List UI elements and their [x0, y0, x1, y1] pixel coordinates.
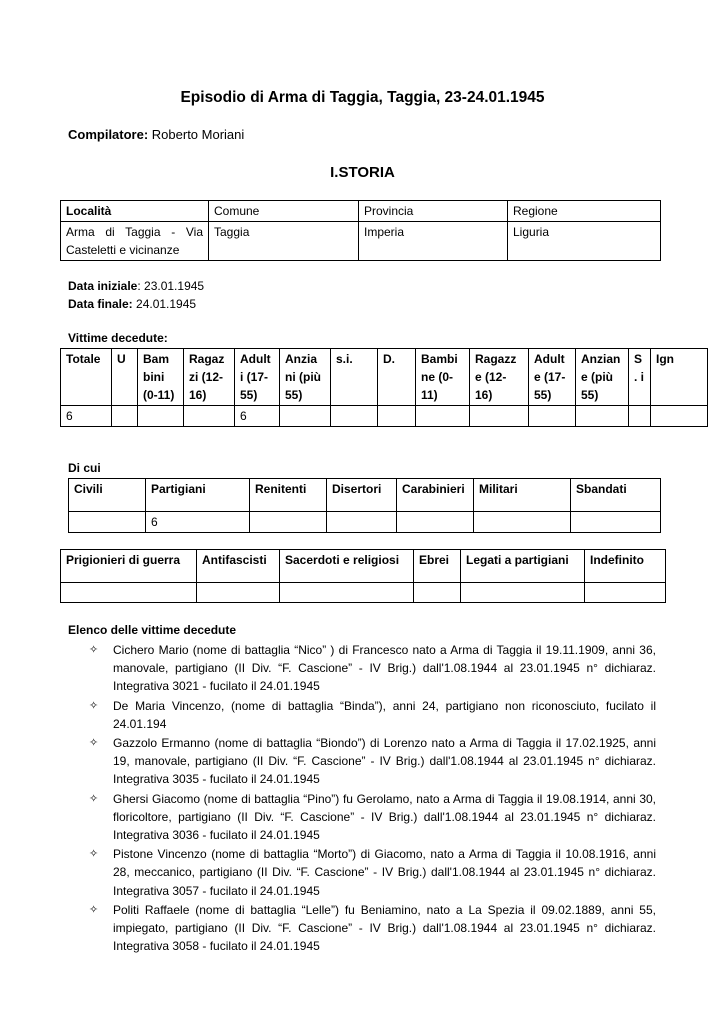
- di-cui-value-cell: [250, 512, 327, 533]
- categories-value-row: [61, 583, 666, 603]
- victims-value-cell: [378, 406, 416, 427]
- victims-header-row: [61, 349, 708, 406]
- victims-header-cell: Anzia ni (più 55): [280, 349, 331, 406]
- categories-header-cell: Sacerdoti e religiosi: [280, 550, 414, 583]
- di-cui-value-cell: [397, 512, 474, 533]
- location-header-row: [61, 201, 661, 222]
- list-item-text: Ghersi Giacomo (nome di battaglia “Pino”) fu Gerolamo, nato a Arma di Taggia il 19.08.1914, anni 30, floricoltore, partigiano (II Div. “F. Cascione” - IV Brig.) dall'1.08.1944 al 23.01.1945 n° dichiaraz. Integrativa 3036 - fucilato il 24.01.1945: [113, 791, 656, 843]
- victims-table: [60, 348, 708, 427]
- location-header-cell: Regione: [508, 201, 661, 222]
- bullet-icon: ✧: [89, 699, 99, 712]
- victims-value-cell: [112, 406, 138, 427]
- dates-block: [68, 277, 204, 313]
- victims-value-cell: 6: [61, 406, 112, 427]
- victim-list-title: Elenco delle vittime decedute: [68, 623, 237, 637]
- di-cui-header-cell: Militari: [474, 479, 571, 512]
- victims-header-cell: Ign: [651, 349, 708, 406]
- end-date-label: Data finale:: [68, 297, 133, 311]
- victims-value-row: [61, 406, 708, 427]
- compiler-line: [68, 127, 244, 142]
- categories-header-row: [61, 550, 666, 583]
- victims-header-cell: Anzian e (più 55): [576, 349, 629, 406]
- list-item-text: De Maria Vincenzo, (nome di battaglia “Binda”), anni 24, partigiano non riconosciuto, fucilato il 24.01.194: [113, 698, 656, 731]
- victims-value-cell: [651, 406, 708, 427]
- victims-header-cell: D.: [378, 349, 416, 406]
- di-cui-value-cell: [474, 512, 571, 533]
- location-value-cell: Taggia: [209, 222, 359, 261]
- bullet-icon: ✧: [89, 903, 99, 916]
- location-header-cell: Località: [61, 201, 209, 222]
- victims-header-cell: s.i.: [331, 349, 378, 406]
- categories-header-cell: Prigionieri di guerra: [61, 550, 197, 583]
- victims-value-cell: [416, 406, 470, 427]
- victims-value-cell: 6: [235, 406, 280, 427]
- victims-header-cell: Ragaz zi (12-16): [184, 349, 235, 406]
- location-value-cell: Imperia: [359, 222, 508, 261]
- categories-value-cell: [585, 583, 666, 603]
- victims-header-cell: Adult i (17-55): [235, 349, 280, 406]
- di-cui-header-cell: Renitenti: [250, 479, 327, 512]
- location-value-cell: Liguria: [508, 222, 661, 261]
- list-item: [89, 901, 656, 956]
- categories-header-cell: Legati a partigiani: [461, 550, 585, 583]
- bullet-icon: ✧: [89, 737, 99, 750]
- categories-table: [60, 549, 666, 603]
- victims-value-cell: [529, 406, 576, 427]
- compiler-value: Roberto Moriani: [148, 127, 245, 142]
- location-header-cell: Comune: [209, 201, 359, 222]
- victims-header-cell: Bam bini (0-11): [138, 349, 184, 406]
- victims-value-cell: [576, 406, 629, 427]
- end-date-value: 24.01.1945: [132, 297, 197, 311]
- di-cui-label: Di cui: [68, 461, 101, 475]
- location-value-cell: Arma di Taggia - Via Casteletti e vicinanze: [61, 222, 209, 261]
- categories-value-cell: [414, 583, 461, 603]
- list-item-text: Politi Raffaele (nome di battaglia “Lelle”) fu Beniamino, nato a La Spezia il 09.02.1889, anni 55, impiegato, partigiano (II Div. “F. Cascione” - IV Brig.) dall'1.08.1944 al 23.01.1945 n° dichiaraz. Integrativa 3058 - fucilato il 24.01.1945: [113, 902, 656, 954]
- list-item: [89, 641, 656, 696]
- categories-value-cell: [280, 583, 414, 603]
- di-cui-header-cell: Carabinieri: [397, 479, 474, 512]
- victims-value-cell: [184, 406, 235, 427]
- end-date: [68, 295, 204, 313]
- victims-header-cell: Totale: [61, 349, 112, 406]
- victims-header-cell: Bambi ne (0-11): [416, 349, 470, 406]
- di-cui-value-cell: [327, 512, 397, 533]
- compiler-label: Compilatore:: [68, 127, 149, 142]
- categories-value-cell: [61, 583, 197, 603]
- di-cui-header-cell: Civili: [69, 479, 146, 512]
- di-cui-value-cell: [571, 512, 661, 533]
- list-item-text: Cichero Mario (nome di battaglia “Nico” ) di Francesco nato a Arma di Taggia il 19.11.1909, anni 36, manovale, partigiano (II Div. “F. Cascione” - IV Brig.) dall'1.08.1944 al 23.01.1945 n° dichiaraz. Integrativa 3021 - fucilato il 24.01.1945: [113, 643, 656, 694]
- list-item: [89, 845, 656, 900]
- di-cui-header-cell: Disertori: [327, 479, 397, 512]
- victims-header-cell: Ragazze (12-16): [470, 349, 529, 406]
- di-cui-header-cell: Partigiani: [146, 479, 250, 512]
- di-cui-value-cell: 6: [146, 512, 250, 533]
- victims-value-cell: [629, 406, 651, 427]
- document-title: Episodio di Arma di Taggia, Taggia, 23-24.01.1945: [180, 89, 545, 106]
- di-cui-value-row: [69, 512, 661, 533]
- di-cui-header-row: [69, 479, 661, 512]
- categories-header-cell: Indefinito: [585, 550, 666, 583]
- victims-label: Vittime decedute:: [68, 331, 168, 345]
- start-date-value: : 23.01.1945: [137, 279, 205, 293]
- victims-value-cell: [331, 406, 378, 427]
- categories-header-cell: Ebrei: [414, 550, 461, 583]
- list-item: [89, 697, 656, 733]
- location-value-row: [61, 222, 661, 261]
- victims-header-cell: Adult e (17-55): [529, 349, 576, 406]
- categories-header-cell: Antifascisti: [197, 550, 280, 583]
- bullet-icon: ✧: [89, 644, 99, 656]
- victims-header-cell: S. i: [629, 349, 651, 406]
- di-cui-value-cell: [69, 512, 146, 533]
- location-table: [60, 200, 661, 261]
- categories-value-cell: [197, 583, 280, 603]
- start-date: [68, 277, 204, 295]
- bullet-icon: ✧: [89, 848, 99, 861]
- victims-header-cell: U: [112, 349, 138, 406]
- victims-value-cell: [470, 406, 529, 427]
- start-date-label: Data iniziale: [68, 279, 138, 293]
- di-cui-header-cell: Sbandati: [571, 479, 661, 512]
- bullet-icon: ✧: [89, 792, 99, 805]
- list-item: [89, 790, 656, 845]
- victims-value-cell: [138, 406, 184, 427]
- victim-list: [89, 641, 656, 956]
- list-item-text: Pistone Vincenzo (nome di battaglia “Morto”) di Giacomo, nato a Arma di Taggia il 10.08.1916, anni 28, meccanico, partigiano (II Div. “F. Cascione” - IV Brig.) dall'1.08.1944 al 23.01.1945 n° dichiaraz. Integrativa 3057 - fucilato il 24.01.1945: [113, 847, 656, 898]
- list-item: [89, 734, 656, 789]
- victims-value-cell: [280, 406, 331, 427]
- location-header-cell: Provincia: [359, 201, 508, 222]
- section-title: I.STORIA: [330, 164, 395, 181]
- list-item-text: Gazzolo Ermanno (nome di battaglia “Biondo”) di Lorenzo nato a Arma di Taggia il 17.02.1925, anni 19, manovale, partigiano (II Div. “F. Cascione” - IV Brig.) dall'1.08.1944 al 23.01.1945 n° dichiaraz. Integrativa 3035 - fucilato il 24.01.1945: [113, 736, 656, 787]
- categories-value-cell: [461, 583, 585, 603]
- di-cui-table: [68, 478, 661, 533]
